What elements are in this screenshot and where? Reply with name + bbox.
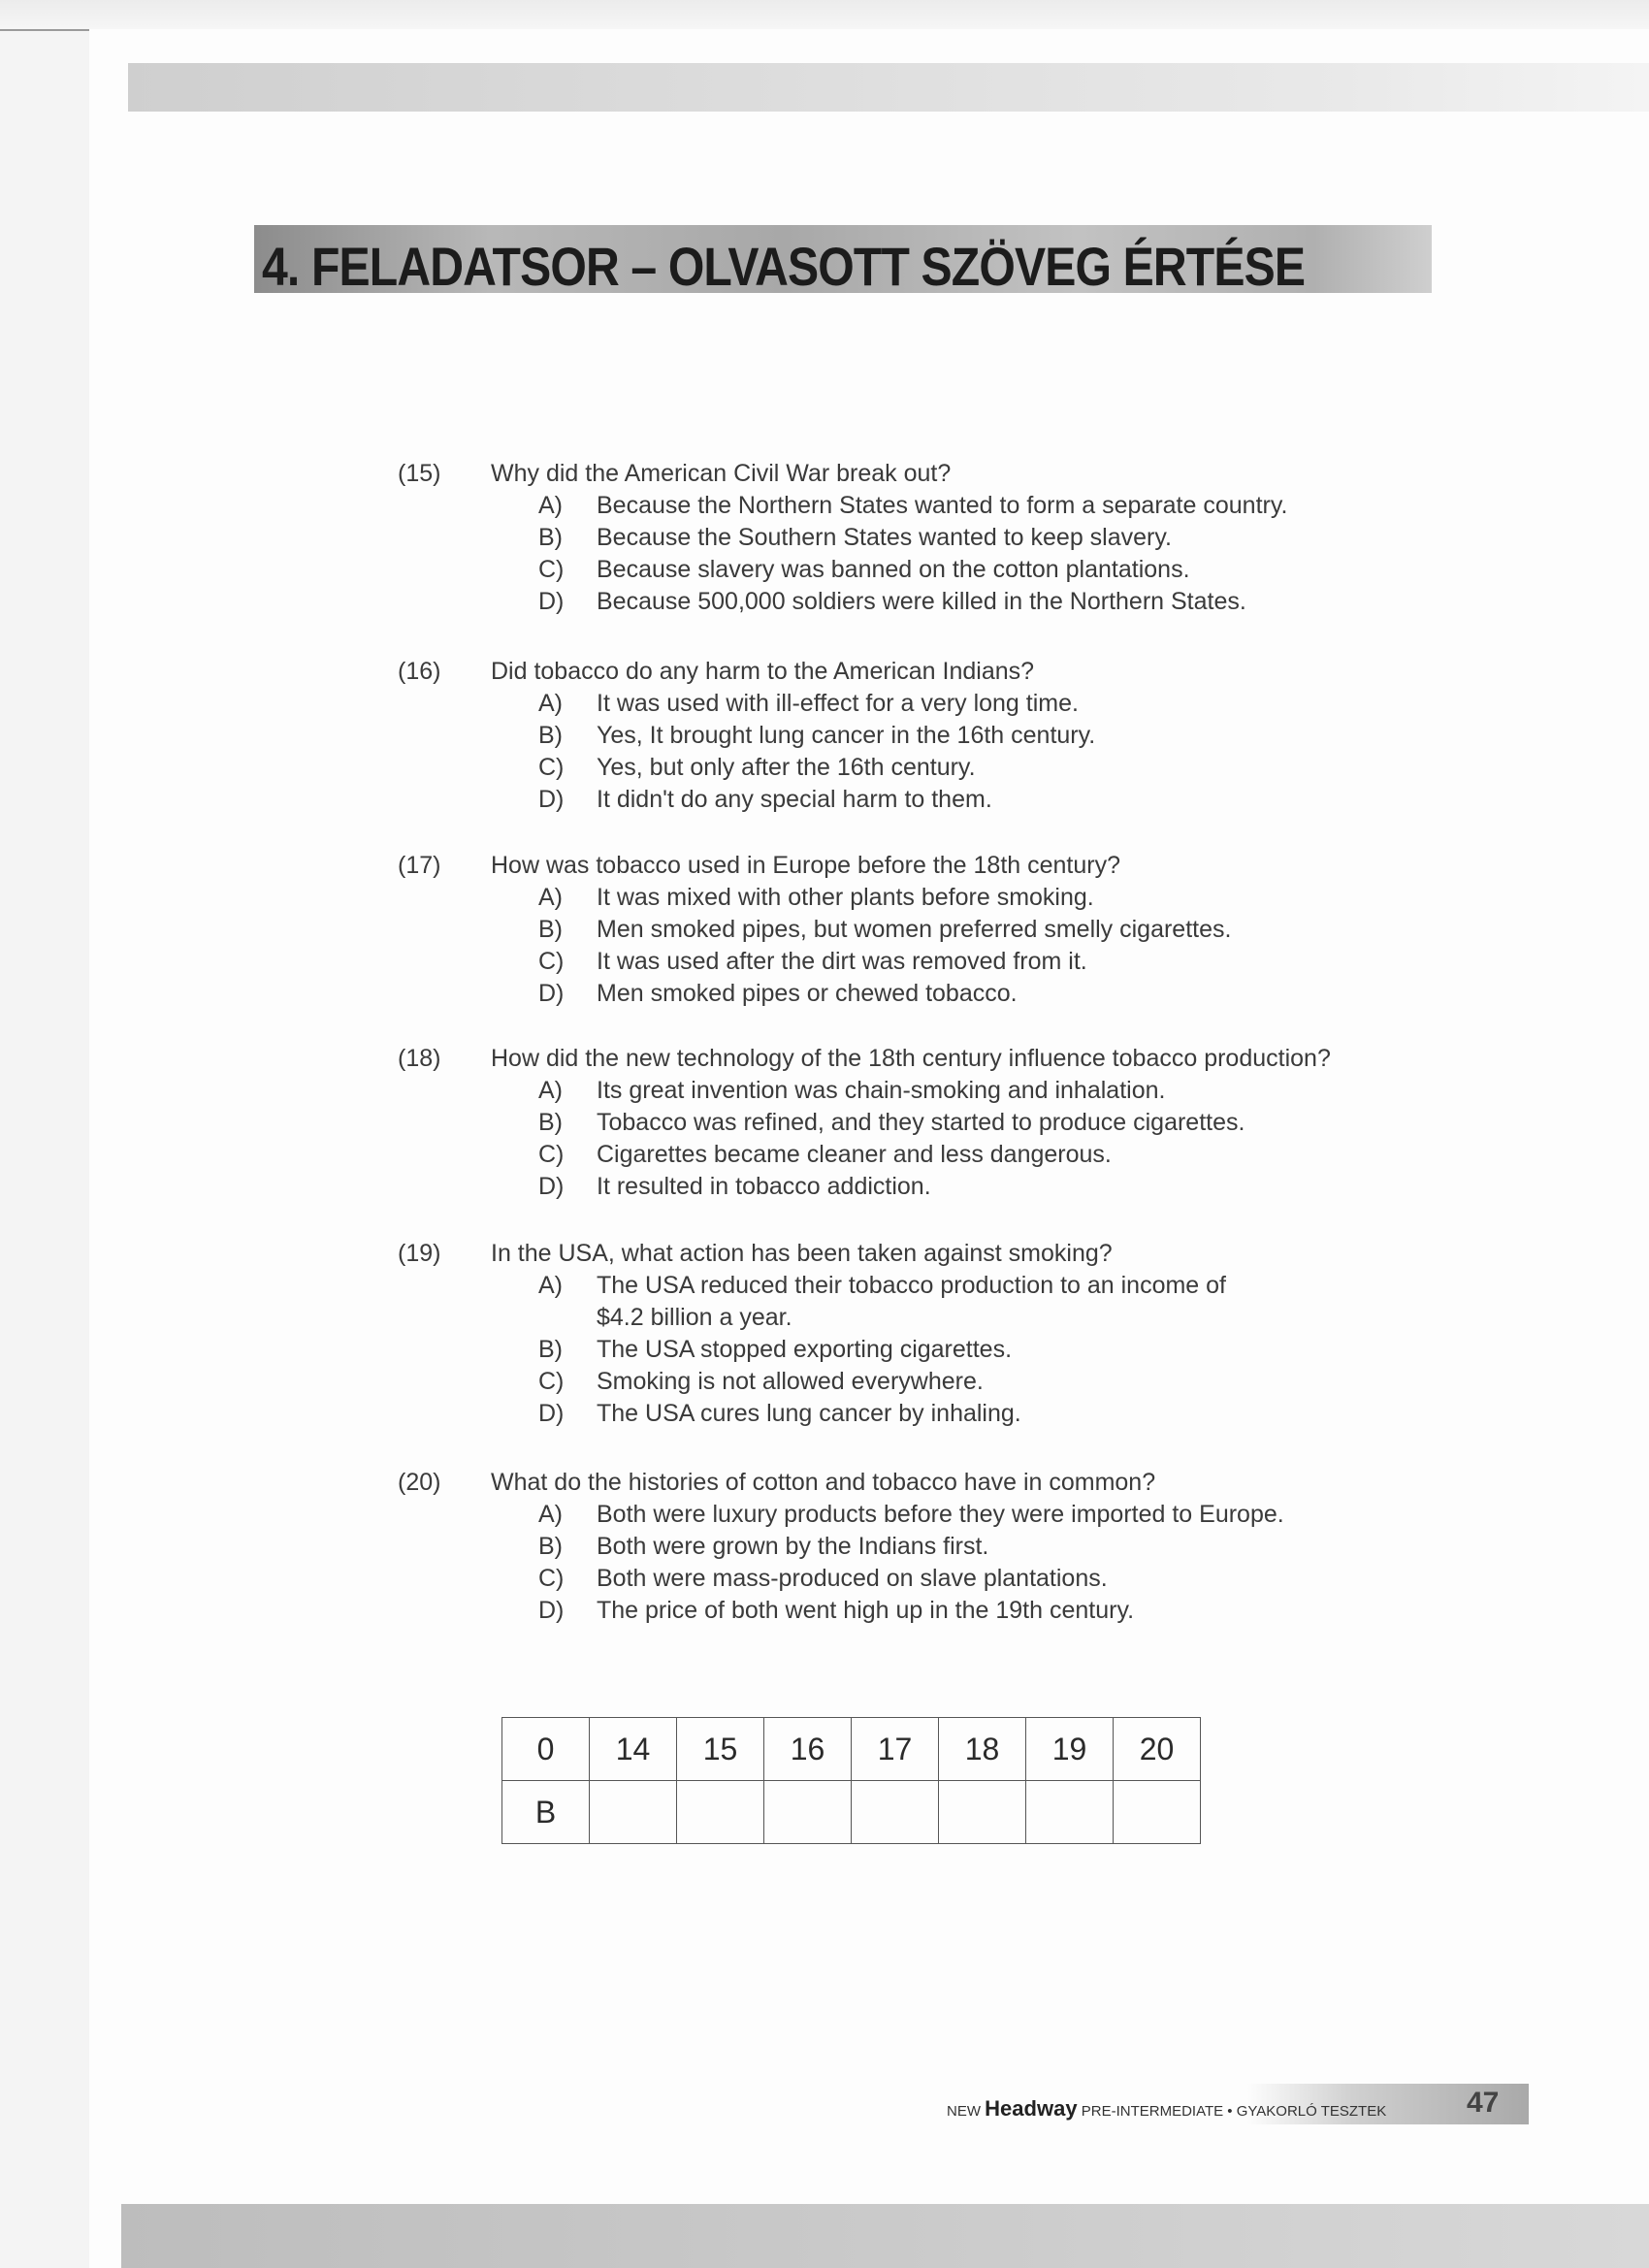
option-text: Its great invention was chain-smoking and inhalation. — [597, 1077, 1166, 1104]
option-text: Because slavery was banned on the cotton plantations. — [597, 556, 1190, 583]
option-text: Tobacco was refined, and they started to produce cigarettes. — [597, 1109, 1245, 1136]
option-text: Because 500,000 soldiers were killed in the Northern States. — [597, 588, 1246, 615]
option-text: The USA reduced their tobacco production to an income of — [597, 1272, 1226, 1299]
option-letter: A) — [538, 690, 563, 717]
question-number: (15) — [398, 460, 441, 487]
option-letter: B) — [538, 722, 563, 749]
option-letter: C) — [538, 754, 565, 781]
option-text: It was mixed with other plants before smoking. — [597, 884, 1094, 911]
option-letter: A) — [538, 884, 563, 911]
answer-cell — [1114, 1781, 1201, 1844]
option-letter: A) — [538, 1501, 563, 1528]
footer-band — [121, 2204, 1649, 2268]
option-text: Men smoked pipes, but women preferred smelly cigarettes. — [597, 916, 1232, 943]
answer-cell — [939, 1781, 1026, 1844]
option-letter: C) — [538, 1368, 565, 1395]
footer-prefix: NEW — [947, 2103, 981, 2120]
page-title: 4. FELADATSOR – OLVASOTT SZÖVEG ÉRTÉSE — [262, 236, 1306, 297]
answer-header-cell: 15 — [677, 1718, 764, 1781]
option-text: Yes, It brought lung cancer in the 16th century. — [597, 722, 1096, 749]
question-number: (20) — [398, 1469, 441, 1496]
question-number: (19) — [398, 1240, 441, 1267]
page-footer — [943, 2084, 1529, 2124]
answer-table — [501, 1717, 1201, 1844]
option-text: Both were grown by the Indians first. — [597, 1533, 989, 1560]
option-letter: C) — [538, 1141, 565, 1168]
option-letter: C) — [538, 556, 565, 583]
option-text: Cigarettes became cleaner and less dangerous. — [597, 1141, 1112, 1168]
footer-caption — [947, 2096, 1386, 2122]
page-number: 47 — [1467, 2087, 1500, 2119]
option-text: Because the Northern States wanted to form a separate country. — [597, 492, 1288, 519]
answer-table-header-row — [502, 1718, 1201, 1781]
option-letter: D) — [538, 1597, 565, 1624]
question-number: (18) — [398, 1045, 441, 1072]
footer-brand: Headway — [985, 2096, 1078, 2121]
option-letter: B) — [538, 1533, 563, 1560]
option-text: Men smoked pipes or chewed tobacco. — [597, 980, 1018, 1007]
scan-top-edge — [0, 0, 1649, 31]
answer-header-cell: 14 — [590, 1718, 677, 1781]
answer-header-cell: 17 — [852, 1718, 939, 1781]
option-text: Yes, but only after the 16th century. — [597, 754, 976, 781]
option-letter: C) — [538, 948, 565, 975]
option-letter: A) — [538, 1077, 563, 1104]
header-band — [128, 63, 1649, 112]
answer-cell — [677, 1781, 764, 1844]
option-text: Because the Southern States wanted to keep slavery. — [597, 524, 1172, 551]
question-text: How was tobacco used in Europe before the 18th century? — [491, 852, 1121, 879]
option-text: It resulted in tobacco addiction. — [597, 1173, 931, 1200]
answer-cell — [590, 1781, 677, 1844]
question-text: How did the new technology of the 18th century influence tobacco production? — [491, 1045, 1331, 1072]
question-text: In the USA, what action has been taken against smoking? — [491, 1240, 1113, 1267]
answer-header-cell: 0 — [502, 1718, 590, 1781]
option-text: It was used after the dirt was removed from it. — [597, 948, 1087, 975]
question-text: Why did the American Civil War break out? — [491, 460, 952, 487]
option-letter: D) — [538, 588, 565, 615]
answer-header-cell: 20 — [1114, 1718, 1201, 1781]
answer-table-answer-row — [502, 1781, 1201, 1844]
answer-header-cell: 19 — [1026, 1718, 1114, 1781]
option-text: It was used with ill-effect for a very long time. — [597, 690, 1079, 717]
option-letter: D) — [538, 980, 565, 1007]
option-text: Both were luxury products before they were imported to Europe. — [597, 1501, 1284, 1528]
option-text: Both were mass-produced on slave plantations. — [597, 1565, 1108, 1592]
answer-cell — [852, 1781, 939, 1844]
question-text: Did tobacco do any harm to the American Indians? — [491, 658, 1035, 685]
option-text: The USA cures lung cancer by inhaling. — [597, 1400, 1021, 1427]
question-text: What do the histories of cotton and tobacco have in common? — [491, 1469, 1156, 1496]
option-text: Smoking is not allowed everywhere. — [597, 1368, 984, 1395]
option-letter: A) — [538, 492, 563, 519]
answer-header-cell: 16 — [764, 1718, 852, 1781]
question-number: (16) — [398, 658, 441, 685]
option-letter: D) — [538, 786, 565, 813]
option-letter: D) — [538, 1173, 565, 1200]
answer-cell — [1026, 1781, 1114, 1844]
option-text: The USA stopped exporting cigarettes. — [597, 1336, 1013, 1363]
option-letter: C) — [538, 1565, 565, 1592]
option-letter: B) — [538, 916, 563, 943]
answer-cell: B — [502, 1781, 590, 1844]
option-letter: D) — [538, 1400, 565, 1427]
answer-header-cell: 18 — [939, 1718, 1026, 1781]
option-letter: B) — [538, 1336, 563, 1363]
option-letter: A) — [538, 1272, 563, 1299]
option-text: It didn't do any special harm to them. — [597, 786, 992, 813]
option-text-continued: $4.2 billion a year. — [597, 1304, 792, 1331]
option-text: The price of both went high up in the 19th century. — [597, 1597, 1135, 1624]
answer-cell — [764, 1781, 852, 1844]
option-letter: B) — [538, 1109, 563, 1136]
option-letter: B) — [538, 524, 563, 551]
footer-suffix: PRE-INTERMEDIATE • GYAKORLÓ TESZTEK — [1081, 2103, 1387, 2120]
question-number: (17) — [398, 852, 441, 879]
